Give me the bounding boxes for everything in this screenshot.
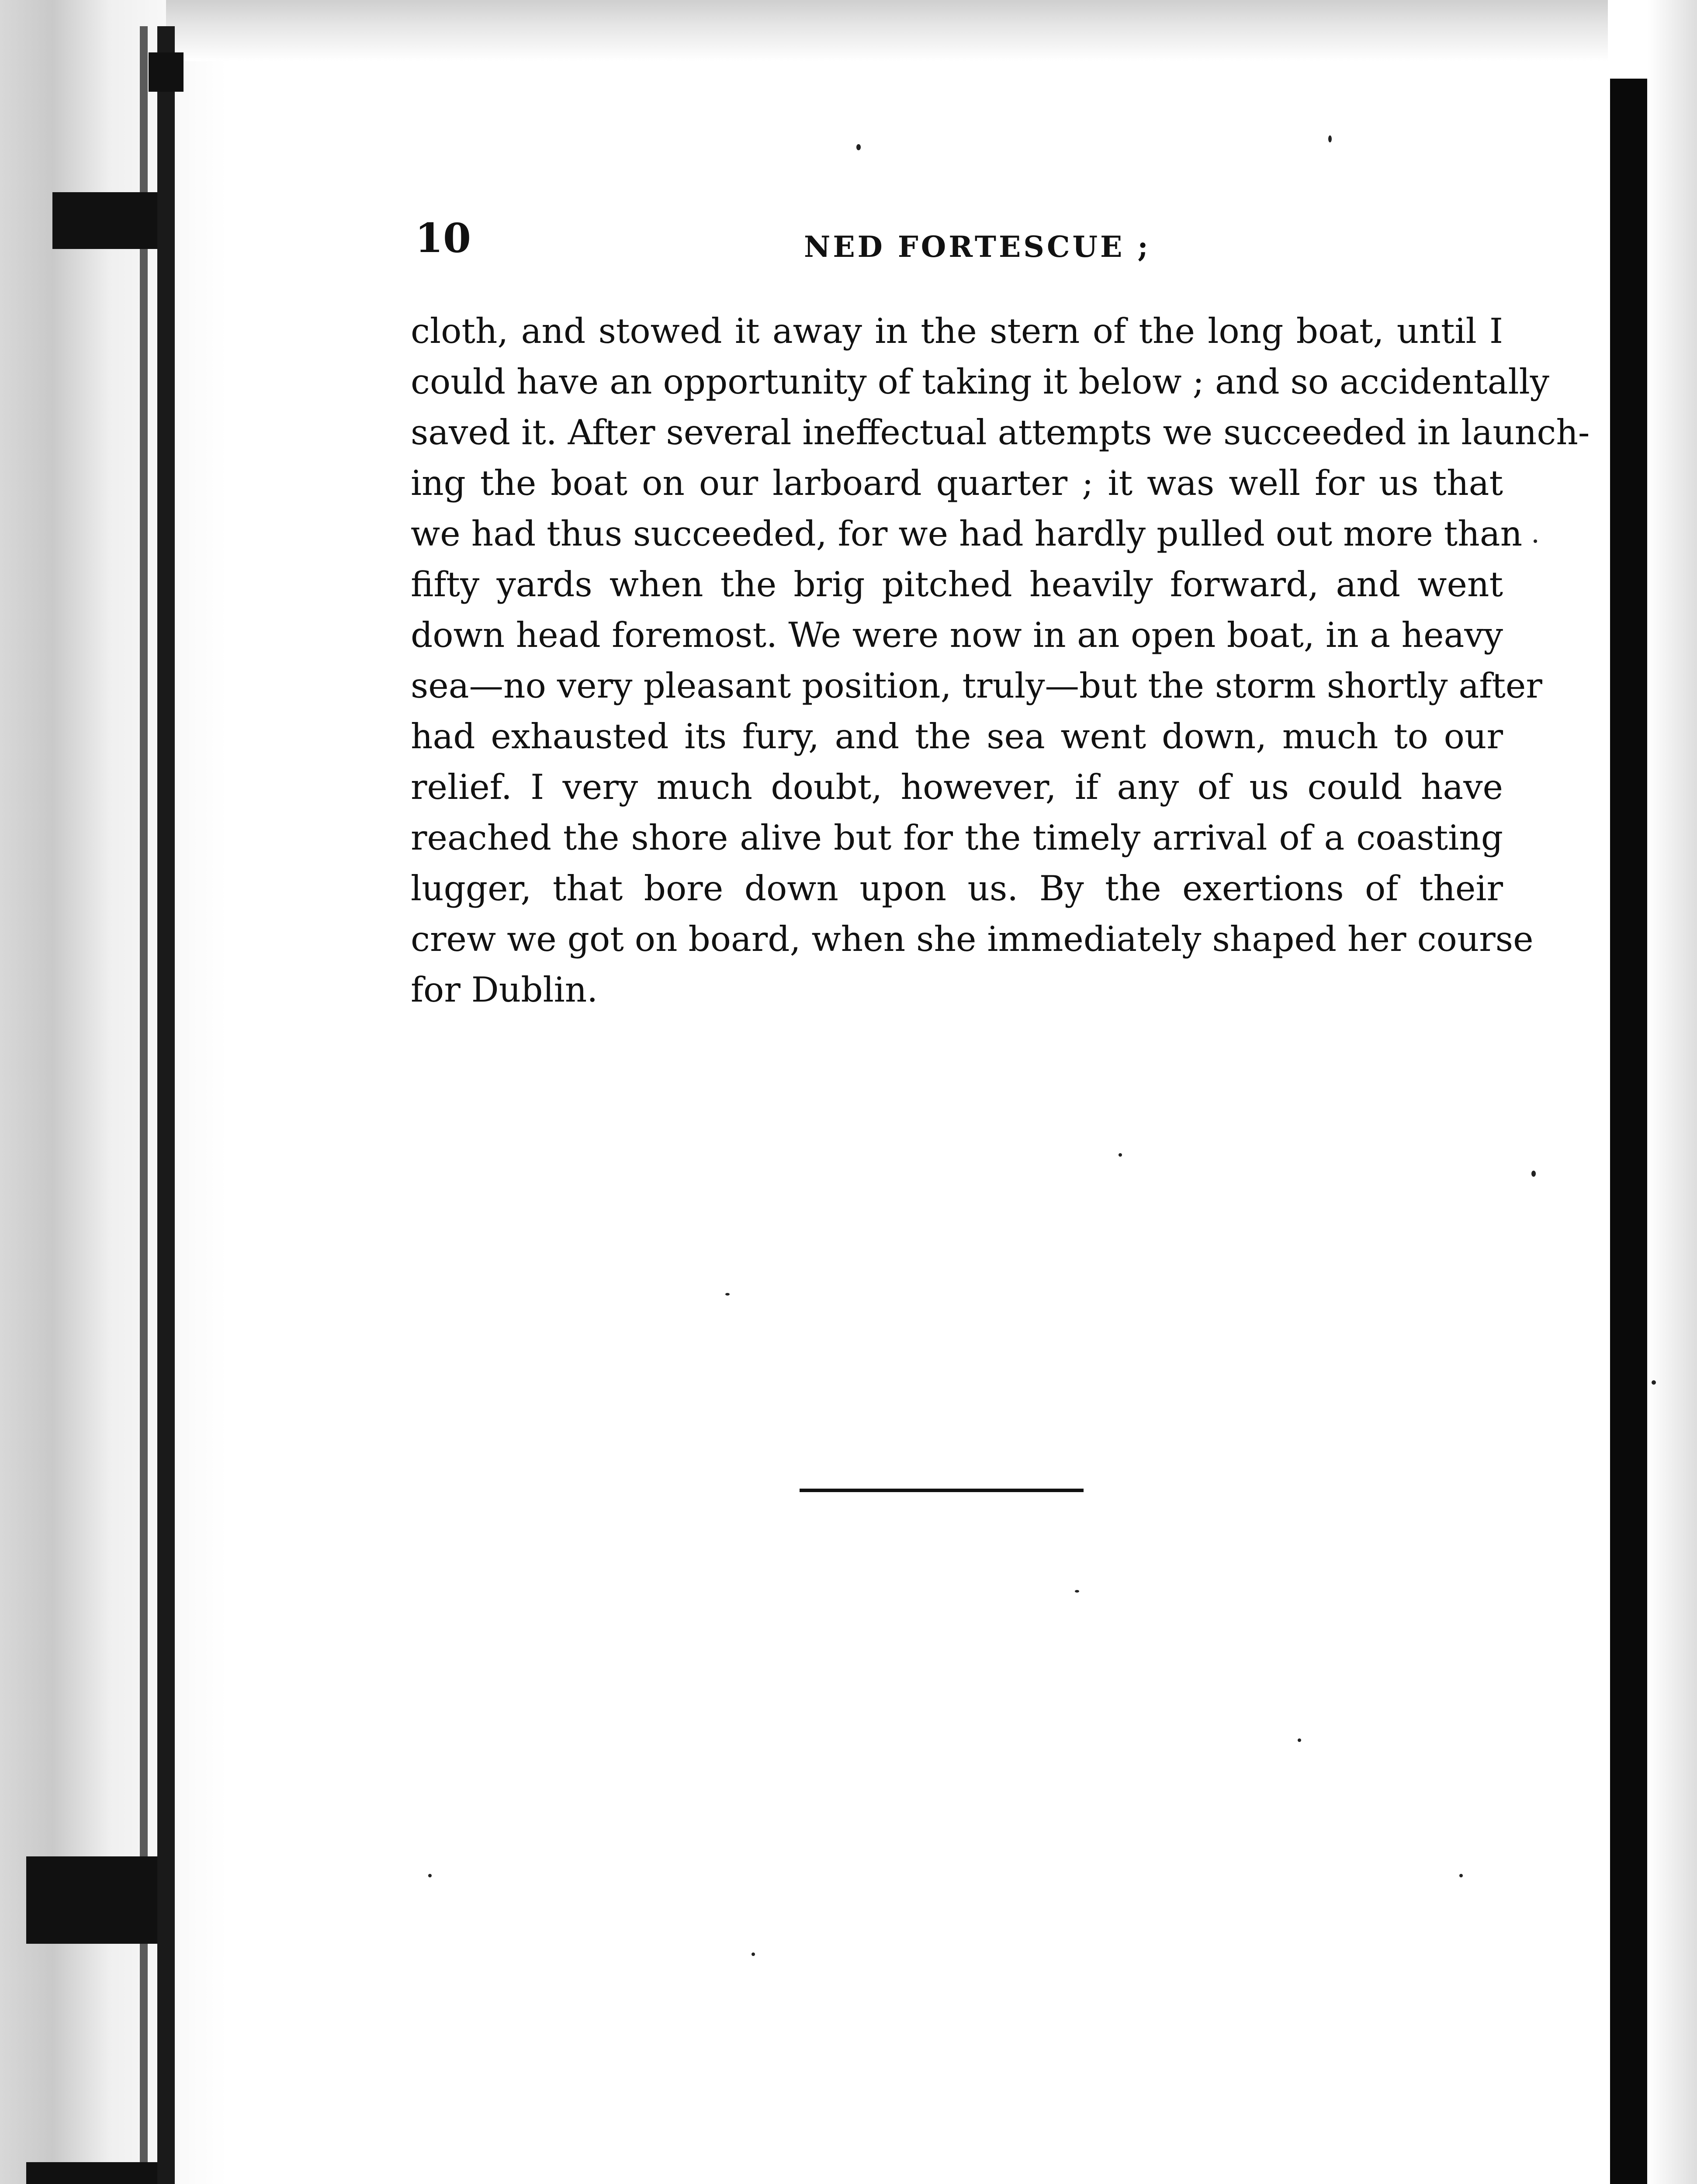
text-line: reached the shore alive but for the timely arrival of a coasting bbox=[411, 818, 1503, 858]
binding-shadow bbox=[157, 26, 175, 2184]
text-line: ing the boat on our larboard quarter ; it was well for us that bbox=[411, 463, 1503, 503]
scan-top-edge bbox=[166, 0, 1608, 61]
scan-speck bbox=[1459, 1874, 1463, 1877]
scan-speck bbox=[752, 1952, 755, 1956]
scan-speck bbox=[1075, 1590, 1079, 1593]
text-line: for Dublin. bbox=[411, 970, 598, 1010]
scan-speck bbox=[1652, 1380, 1656, 1385]
page-number: 10 bbox=[415, 214, 471, 262]
scan-speck bbox=[1534, 539, 1537, 543]
text-line: relief. I very much doubt, however, if any of us could have bbox=[411, 767, 1503, 807]
scan-speck bbox=[1328, 135, 1332, 142]
scan-block bbox=[52, 192, 157, 249]
end-rule bbox=[800, 1489, 1084, 1492]
text-line: saved it. After several ineffectual attempts we succeeded in launch- bbox=[411, 412, 1590, 453]
body-paragraph bbox=[411, 306, 1590, 1015]
scan-speck bbox=[1531, 1171, 1536, 1177]
scan-block bbox=[149, 52, 184, 92]
text-line: lugger, that bore down upon us. By the exertions of their bbox=[411, 868, 1503, 909]
text-line: fifty yards when the brig pitched heavily forward, and went bbox=[411, 564, 1503, 605]
scan-speck bbox=[725, 1293, 730, 1296]
text-line: sea—no very pleasant position, truly—but the storm shortly after bbox=[411, 666, 1542, 706]
text-line: we had thus succeeded, for we had hardly pulled out more than bbox=[411, 514, 1523, 554]
running-title: NED FORTESCUE ; bbox=[804, 230, 1151, 264]
scan-speck bbox=[428, 1874, 432, 1877]
scan-speck bbox=[1119, 1153, 1122, 1157]
running-head bbox=[415, 214, 1507, 266]
scan-right-edge bbox=[1647, 0, 1697, 2184]
scan-speck bbox=[1298, 1738, 1301, 1742]
scan-right-bar bbox=[1610, 79, 1647, 2184]
scan-block bbox=[26, 2162, 157, 2184]
text-line: crew we got on board, when she immediately shaped her course bbox=[411, 919, 1534, 959]
scan-speck bbox=[856, 144, 861, 150]
text-line: down head foremost. We were now in an open boat, in a heavy bbox=[411, 615, 1503, 655]
text-line: cloth, and stowed it away in the stern of the long boat, until I bbox=[411, 311, 1503, 351]
text-line: had exhausted its fury, and the sea went down, much to our bbox=[411, 716, 1503, 757]
scan-block bbox=[26, 1856, 157, 1944]
text-line: could have an opportunity of taking it below ; and so accidentally bbox=[411, 362, 1550, 402]
